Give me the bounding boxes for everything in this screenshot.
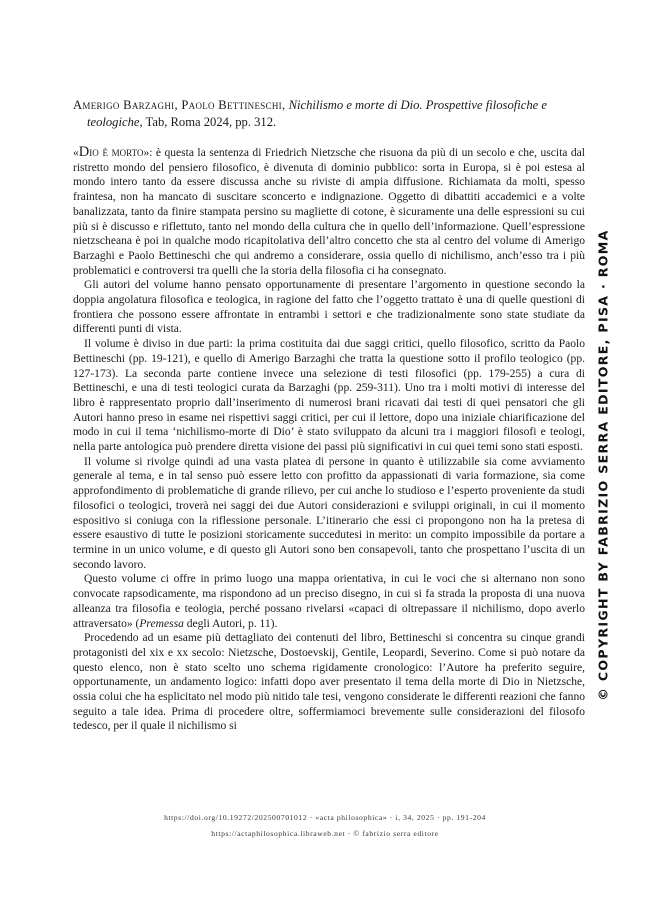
footer-web-line: https://actaphilosophica.libraweb.net · © fabrizio serra editore bbox=[211, 829, 439, 838]
book-citation bbox=[73, 97, 585, 130]
paragraph-5-text: Questo volume ci offre in primo luogo una mappa orientativa, in cui le voci che si alternano non sono convocate rapsodicamente, ma rispondono ad un preciso disegno, in cui si fa strada la proposta di una nuova alleanza tra filosofia e teologia, perché possano rivelarsi «capaci di oltrepassare il nichilismo, dopo averlo attraversato» ( bbox=[73, 573, 585, 630]
paragraph-1 bbox=[73, 145, 585, 278]
citation-authors: Amerigo Barzaghi, Paolo Bettineschi, bbox=[73, 98, 286, 112]
copyright-notice: © COPYRIGHT BY FABRIZIO SERRA EDITORE, PISA · ROMA bbox=[595, 229, 611, 701]
dio-rest: io è morto bbox=[89, 145, 144, 159]
review-page bbox=[73, 97, 585, 734]
paragraph-1-text: »: è questa la sentenza di Friedrich Nietzsche che risuona da più di un secolo e che, uscita dal ristretto mondo del pensiero filosofico, è divenuta di dominio pubblico: sorta in Europa, si è poi estesa al mondo intero tanto da essere discussa anche su riviste di ampia diffusione. Richiamata da molti, spesso fraintesa, non ha mancato di suscitare sconcerto e indignazione. Oggetto di dibattiti accademici e a volte banalizzata, tanto da finire stampata persino su magliette di cotone, è sicuramente una delle espressioni su cui più si è discusso e riflettuto, tanto nel mondo della cultura che in quello dell’informazione. Quell’espressione nietzscheana è poi in qualche modo ricapitolativa dell’altro concetto che sta al centro del volume di Amerigo Barzaghi e Paolo Bettineschi che qui andremo a considerare, ossia quello di nichilismo, anch’esso tra i più problematici e controversi tra quelli che la storia della filosofia ci ha consegnato. bbox=[73, 147, 585, 277]
citation-title: Nichilismo e morte di Dio. Prospettive filosofiche e teologiche bbox=[87, 98, 547, 129]
paragraph-2: Gli autori del volume hanno pensato opportunamente di presentare l’argomento in questione secondo la doppia angolatura filosofica e teologica, in ragione del fatto che l’oggetto trattato è una di quelle questioni di frontiera che possono essere affrontate in entrambi i settori e che tradizionalmente sono state studiate da differenti punti di vista. bbox=[73, 279, 585, 336]
paragraph-4: Il volume si rivolge quindi ad una vasta platea di persone in quanto è utilizzabile sia come avviamento generale al tema, e in tal senso può essere letto con profitto da appassionati di varia formazione, sia come approfondimento di problematiche di grande rilievo, per cui anche lo studioso e l’esperto proveniente da studi filosofici o teologici, troverà nei saggi dei due Autori considerazioni e sviluppi originali, in cui il momento espositivo si coniuga con la riflessione personale. L’itinerario che essi ci propongono non ha la pretesa di essere esaustivo di tutte le posizioni storicamente succedutesi in merito: un compito impossibile da portare a termine in un unico volume, e di questo gli Autori sono ben consapevoli, tanto che prospettano l’uscita di un secondo lavoro. bbox=[73, 455, 585, 571]
review-body bbox=[73, 145, 585, 734]
paragraph-5-tail: degli Autori, p. 11). bbox=[183, 617, 278, 630]
paragraph-5 bbox=[73, 572, 585, 631]
open-guillemet: « bbox=[73, 147, 79, 159]
paragraph-3: Il volume è diviso in due parti: la prima costituita dai due saggi critici, quello filosofico, scritto da Paolo Bettineschi (pp. 19-121), e quello di Amerigo Barzaghi che tratta la questione sotto il profilo teologico (pp. 127-173). La seconda parte contiene invece una selezione di testi filosofici (pp. 179-255) a cura di Bettineschi, e una di testi teologici curata da Barzaghi (pp. 259-311). Uno tra i molti motivi di interesse del libro è rappresentato proprio dall’inserimento di numerosi brani ricavati dai testi di quei pensatori che gli Autori hanno preso in esame nei rispettivi saggi critici, per cui il lettore, dopo una iniziale chiarificazione del modo in cui il tema ‘nichilismo-morte di Dio’ è stato sviluppato da alcuni tra i maggiori filosofi e teologi, nella parte antologica può prendere diretta visione dei passi più significativi in cui quei temi sono stati esposti. bbox=[73, 338, 585, 454]
dio-e-morto bbox=[79, 145, 144, 159]
premessa-italic: Premessa bbox=[139, 617, 184, 630]
citation-publisher: , Tab, Roma 2024, pp. 312. bbox=[139, 114, 277, 129]
dio-cap: D bbox=[78, 144, 90, 160]
footer-doi-line: https://doi.org/10.19272/202500701012 · «acta philosophica» · i, 34, 2025 · pp. 191-204 bbox=[164, 813, 486, 822]
paragraph-6: Procedendo ad un esame più dettagliato dei contenuti del libro, Bettineschi si concentra su cinque grandi protagonisti del xix e xx secolo: Nietzsche, Dostoevskij, Gentile, Leopardi, Severino. Come si può notare da questo elenco, non è stato scelto uno schema rigidamente cronologico: l’Autore ha preferito seguire, opportunamente, un andamento logico: infatti dopo aver presentato il tema della morte di Dio in Nietzsche, ossia colui che ha esplicitato nel modo più nitido tale tesi, vengono considerate le differenti reazioni che fanno seguito a tale idea. Prima di procedere oltre, soffermiamoci brevemente sulle considerazioni del filosofo tedesco, per il quale il nichilismo si bbox=[73, 632, 585, 733]
